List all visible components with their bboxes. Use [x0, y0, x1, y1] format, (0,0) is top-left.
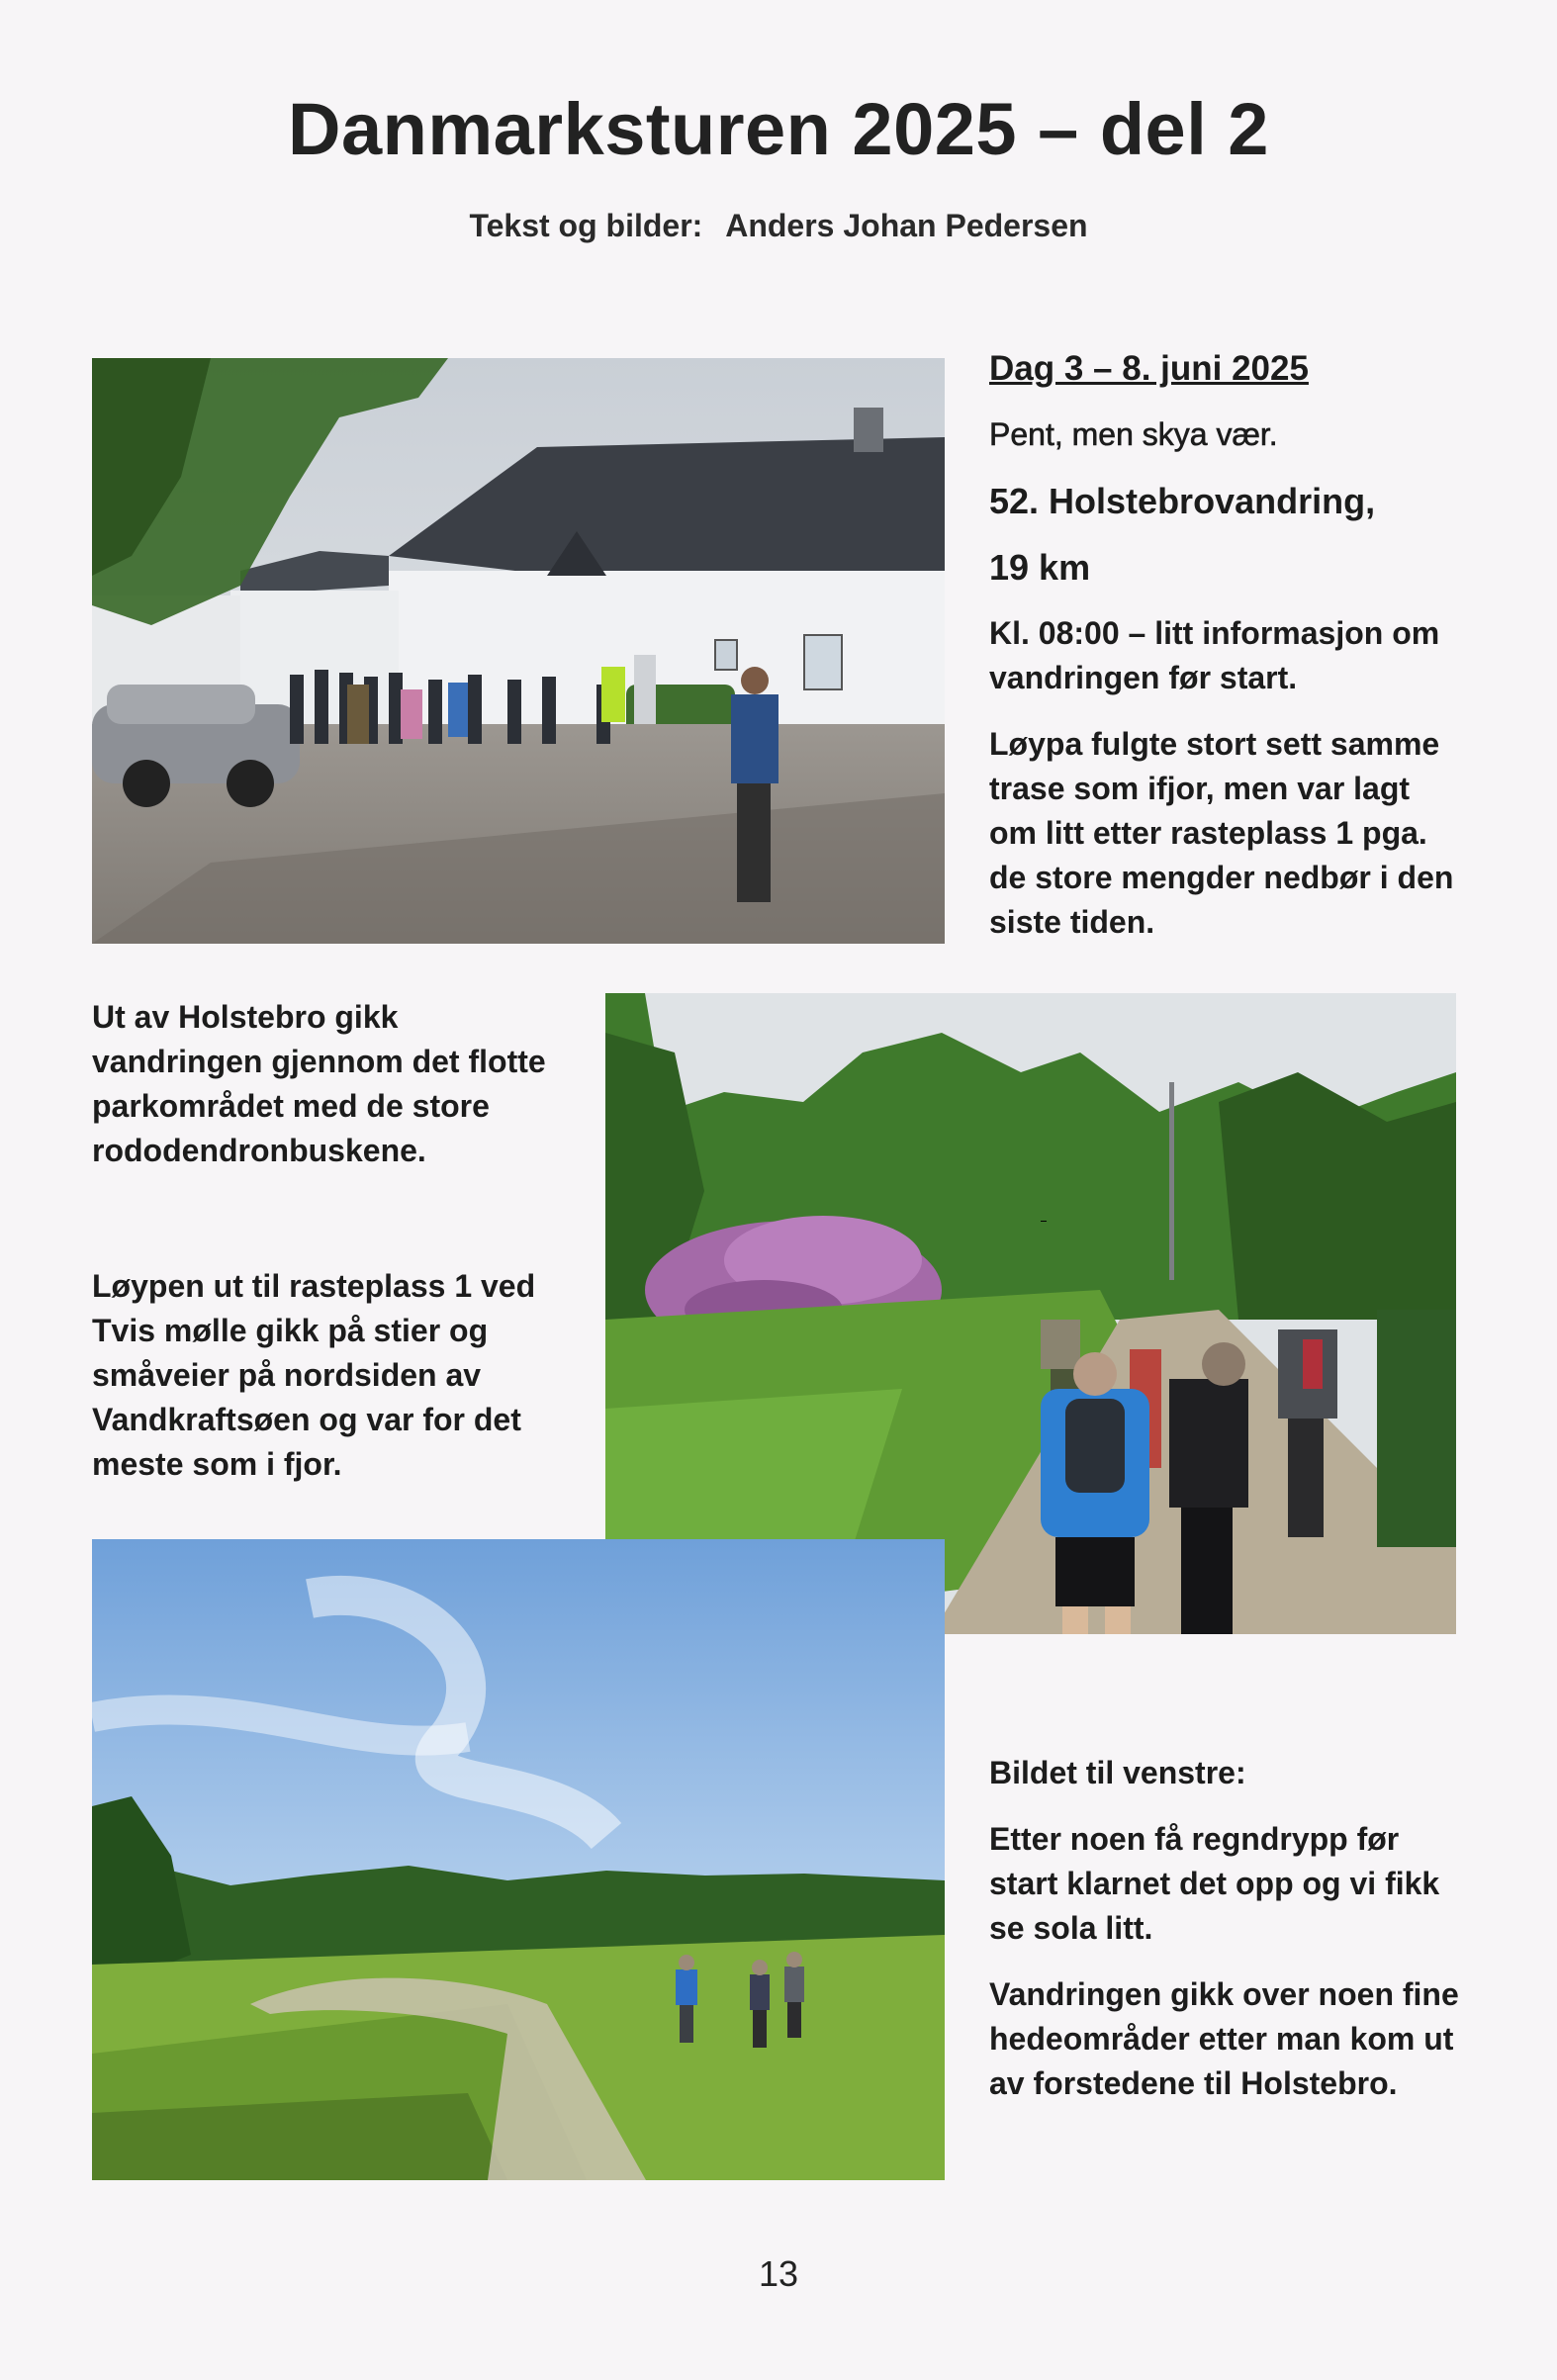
route-description-text: Løypen ut til rasteplass 1 ved Tvis mølle gikk på stier og småveier på nordsiden av Vandkraftsøen og var for det meste som i fjor.	[92, 1268, 536, 1482]
photo-group-at-house	[92, 358, 945, 944]
byline	[0, 208, 1557, 244]
byline-author: Anders Johan Pedersen	[725, 208, 1088, 243]
intro-column	[989, 346, 1464, 945]
walk-title-line1: 52. Holstebrovandring,	[989, 481, 1376, 521]
route-text: Løypa fulgte stort sett samme trase som ifjor, men var lagt om litt etter rasteplass 1 pga. de store mengder nedbør i den siste tiden.	[989, 726, 1454, 940]
caption-heading: Bildet til venstre:	[989, 1755, 1246, 1790]
page-title: Danmarksturen 2025 – del 2	[288, 88, 1269, 170]
photo-hikers-park	[605, 993, 1456, 1634]
walk-title-line2: 19 km	[989, 547, 1091, 588]
date-heading: Dag 3 – 8. juni 2025	[989, 349, 1309, 388]
caption-column	[989, 1751, 1464, 2106]
caption-para2: Vandringen gikk over noen fine hedeområder etter man kom ut av forstedene til Holstebro.	[989, 1976, 1459, 2101]
caption-para1: Etter noen få regndrypp før start klarnet det opp og vi fikk se sola litt.	[989, 1821, 1440, 1946]
page-number: 13	[758, 2253, 799, 2294]
park-text: Ut av Holstebro gikk vandringen gjennom det flotte parkområdet med de store rododendronbuskene.	[92, 999, 546, 1168]
weather-text: Pent, men skya vær.	[989, 416, 1278, 452]
photo-heathland	[92, 1539, 945, 2180]
byline-label: Tekst og bilder:	[469, 208, 703, 243]
info-text: Kl. 08:00 – litt informasjon om vandringen før start.	[989, 615, 1440, 695]
